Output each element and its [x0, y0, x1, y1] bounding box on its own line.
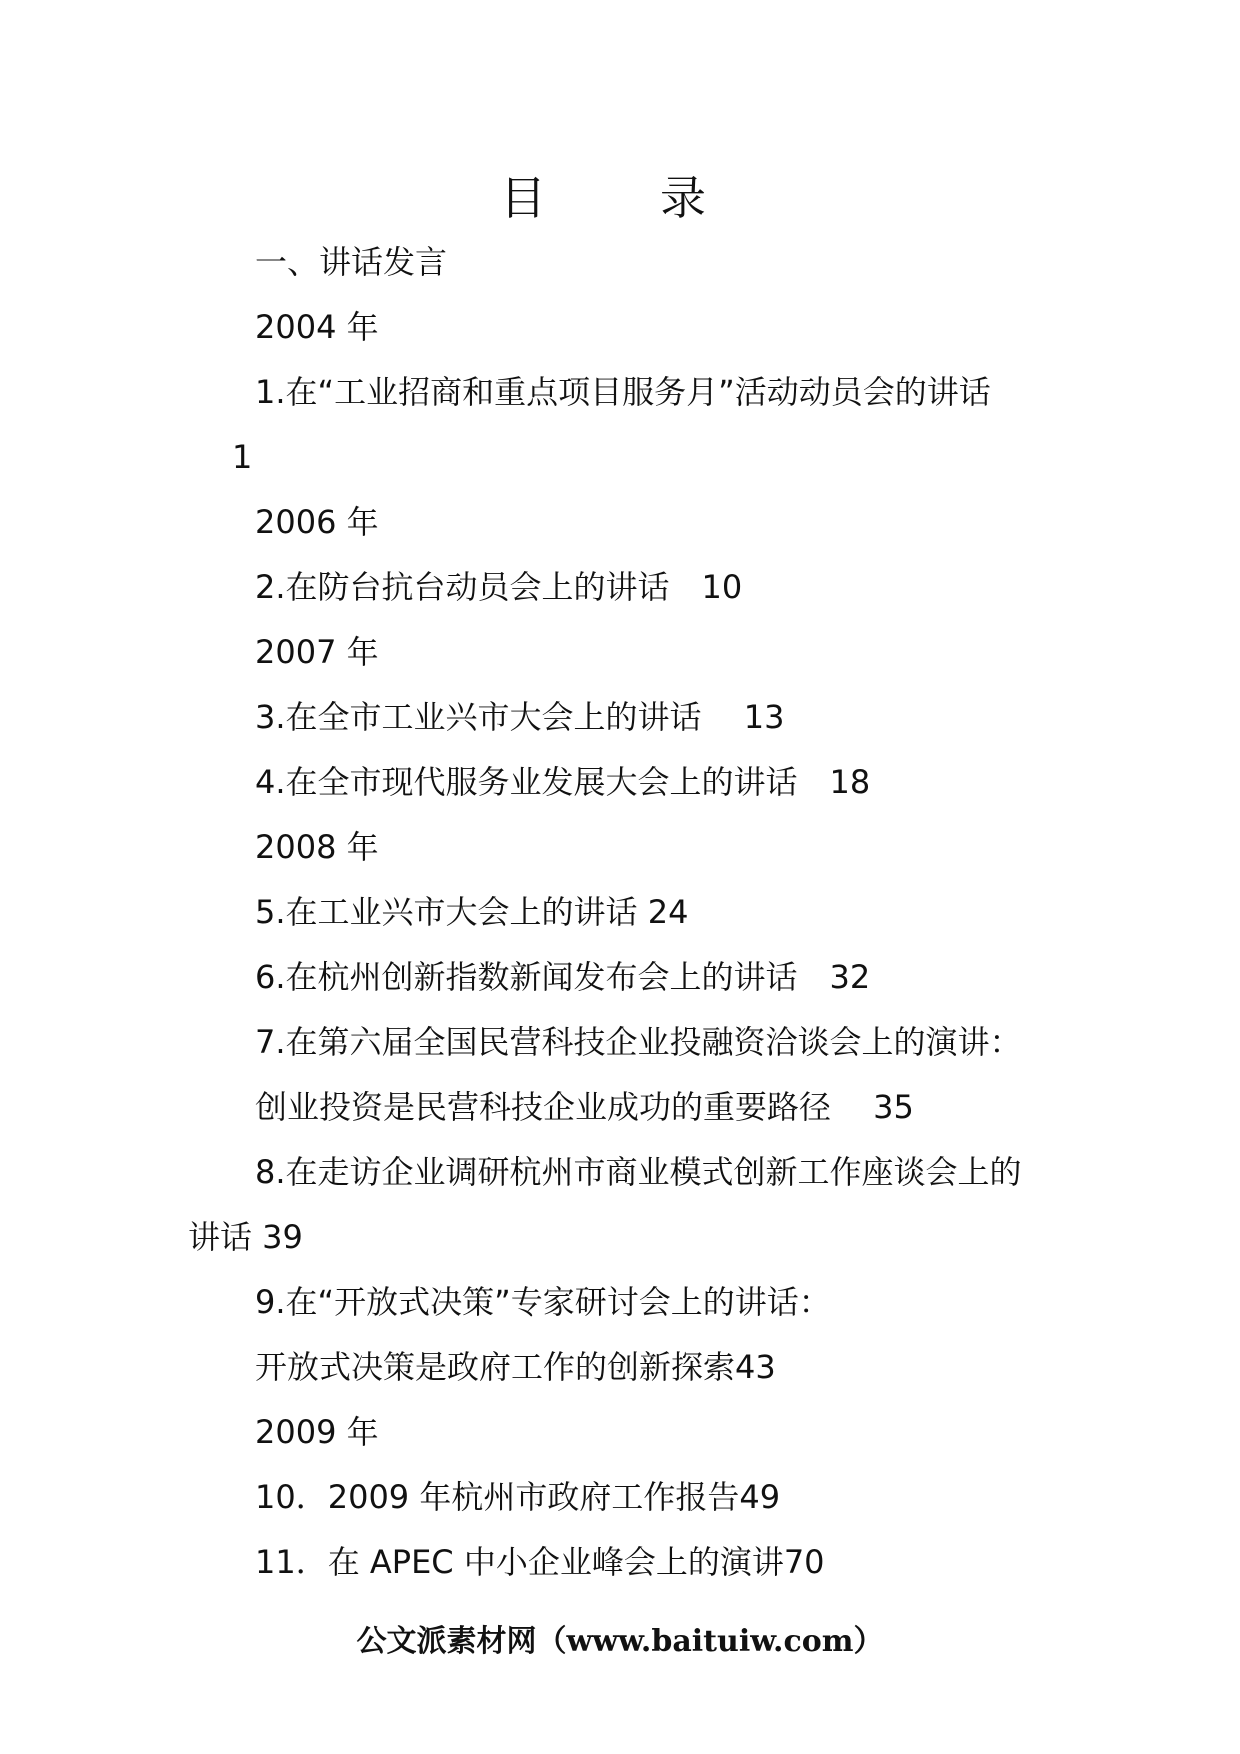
toc-entry: 1.在“工业招商和重点项目服务月”活动动员会的讲话	[255, 373, 991, 411]
toc-entry: 6.在杭州创新指数新闻发布会上的讲话 32	[255, 958, 871, 996]
toc-entry: 9.在“开放式决策”专家研讨会上的讲话：	[255, 1283, 831, 1321]
toc-entry: 4.在全市现代服务业发展大会上的讲话 18	[255, 763, 871, 801]
toc-section-heading: 一、讲话发言	[255, 243, 448, 281]
toc-entry-continuation: 讲话 39	[188, 1218, 303, 1256]
toc-year-heading: 2004 年	[255, 308, 379, 346]
toc-entry: 8.在走访企业调研杭州市商业模式创新工作座谈会上的	[255, 1153, 1022, 1191]
toc-year-heading: 2009 年	[255, 1413, 379, 1451]
page-footer: 公文派素材网（www.baituiw.com）	[356, 1624, 884, 1659]
toc-entry: 2.在防台抗台动员会上的讲话 10	[255, 568, 743, 606]
toc-year-heading: 2008 年	[255, 828, 379, 866]
toc-entry: 7.在第六届全国民营科技企业投融资洽谈会上的演讲：	[255, 1023, 1022, 1061]
toc-entry: 10．2009 年杭州市政府工作报告49	[255, 1478, 781, 1516]
page-title: 目 录	[500, 171, 740, 225]
toc-entry: 5.在工业兴市大会上的讲话 24	[255, 893, 689, 931]
toc-entry: 11．在 APEC 中小企业峰会上的演讲70	[255, 1543, 825, 1581]
toc-entry-continuation: 创业投资是民营科技企业成功的重要路径 35	[255, 1088, 914, 1126]
toc-entry: 3.在全市工业兴市大会上的讲话 13	[255, 698, 785, 736]
toc-year-heading: 2007 年	[255, 633, 379, 671]
toc-entry-continuation: 开放式决策是政府工作的创新探索43	[255, 1348, 776, 1386]
toc-page-number: 1	[232, 438, 253, 476]
toc-year-heading: 2006 年	[255, 503, 379, 541]
